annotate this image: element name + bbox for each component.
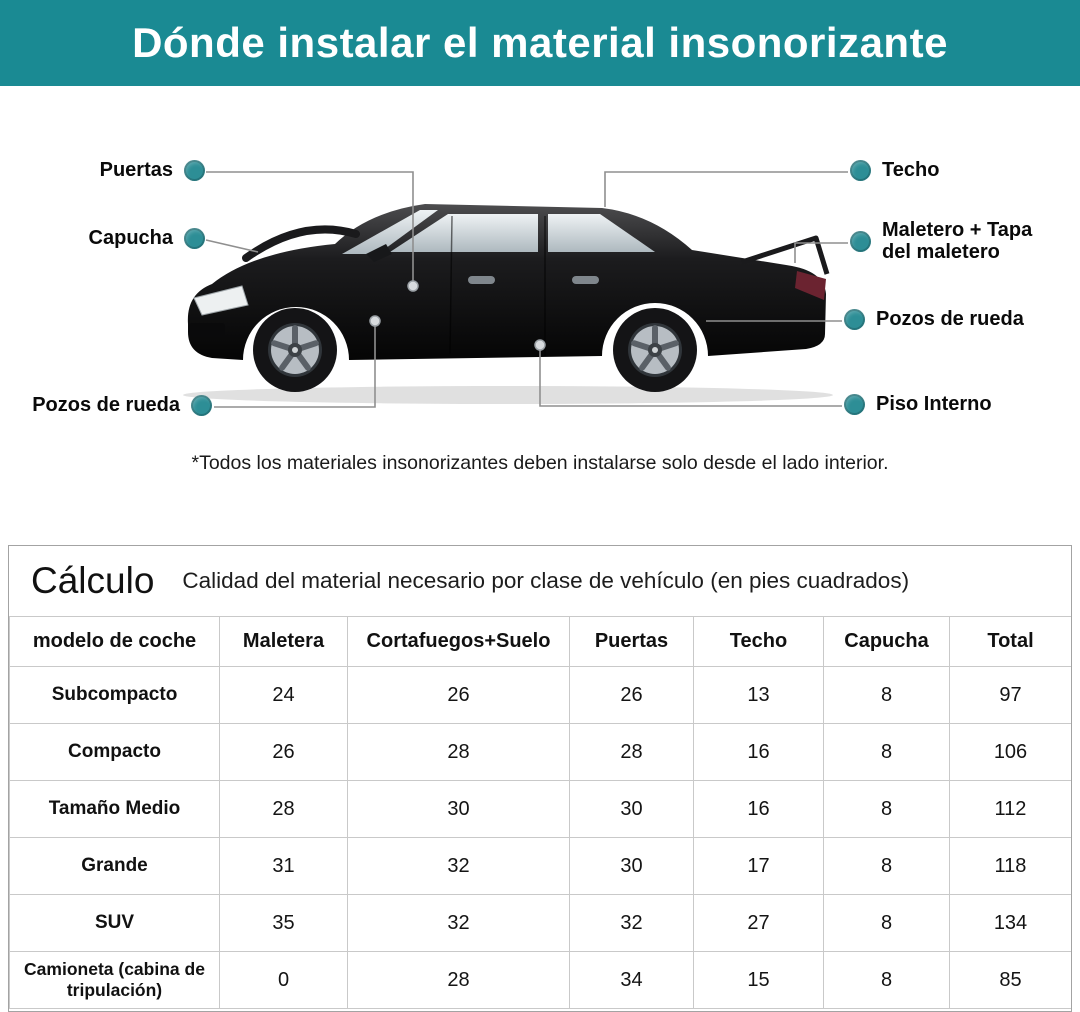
- value-cell: 30: [348, 781, 570, 838]
- value-cell: 26: [348, 667, 570, 724]
- value-cell: 8: [824, 895, 950, 952]
- row-label: Camioneta (cabina de tripulación): [10, 952, 220, 1009]
- table-row: [10, 781, 1072, 838]
- value-cell: 8: [824, 667, 950, 724]
- value-cell: 32: [348, 895, 570, 952]
- value-cell: 32: [570, 895, 694, 952]
- teal-dot-icon: [850, 160, 871, 181]
- row-label: Compacto: [10, 724, 220, 781]
- value-cell: 8: [824, 952, 950, 1009]
- value-cell: 28: [348, 952, 570, 1009]
- value-cell: 26: [220, 724, 348, 781]
- column-header: Maletera: [220, 617, 348, 667]
- teal-dot-icon: [844, 394, 865, 415]
- front-grille: [189, 323, 225, 336]
- teal-dot-icon: [844, 309, 865, 330]
- value-cell: 112: [950, 781, 1072, 838]
- callout-piso-interno: [844, 393, 992, 415]
- calc-card: [8, 545, 1072, 1012]
- value-cell: 15: [694, 952, 824, 1009]
- teal-dot-icon: [184, 160, 205, 181]
- value-cell: 13: [694, 667, 824, 724]
- value-cell: 28: [570, 724, 694, 781]
- value-cell: 26: [570, 667, 694, 724]
- value-cell: 106: [950, 724, 1072, 781]
- value-cell: 31: [220, 838, 348, 895]
- page-title: Dónde instalar el material insonorizante: [132, 19, 948, 66]
- value-cell: 30: [570, 838, 694, 895]
- value-cell: 0: [220, 952, 348, 1009]
- calc-title: Cálculo: [31, 560, 155, 601]
- column-header: Cortafuegos+Suelo: [348, 617, 570, 667]
- value-cell: 16: [694, 724, 824, 781]
- value-cell: 32: [348, 838, 570, 895]
- calc-subtitle: Calidad del material necesario por clase de vehículo (en pies cuadrados): [182, 568, 910, 593]
- column-header: Capucha: [824, 617, 950, 667]
- row-label: SUV: [10, 895, 220, 952]
- front-door-handle: [468, 276, 495, 284]
- callout-label: Piso Interno: [876, 393, 992, 415]
- material-table: [9, 616, 1072, 1009]
- calc-header: [9, 546, 1071, 616]
- callout-capucha: [89, 227, 205, 249]
- row-label: Tamaño Medio: [10, 781, 220, 838]
- column-header: Puertas: [570, 617, 694, 667]
- row-label: Grande: [10, 838, 220, 895]
- value-cell: 35: [220, 895, 348, 952]
- value-cell: 8: [824, 781, 950, 838]
- callout-label: Techo: [882, 159, 940, 181]
- callout-label: Capucha: [88, 227, 173, 249]
- rear-wheel: [613, 308, 697, 392]
- title-banner: [0, 0, 1080, 86]
- table-row: [10, 838, 1072, 895]
- value-cell: 8: [824, 724, 950, 781]
- value-cell: 28: [220, 781, 348, 838]
- table-header-row: [10, 617, 1072, 667]
- value-cell: 118: [950, 838, 1072, 895]
- teal-dot-icon: [184, 228, 205, 249]
- column-header: modelo de coche: [10, 617, 220, 667]
- value-cell: 27: [694, 895, 824, 952]
- value-cell: 24: [220, 667, 348, 724]
- callout-puertas: [100, 159, 205, 181]
- column-header: Techo: [694, 617, 824, 667]
- table-row: [10, 724, 1072, 781]
- value-cell: 30: [570, 781, 694, 838]
- teal-dot-icon: [191, 395, 212, 416]
- value-cell: 8: [824, 838, 950, 895]
- callout-pozos-der: [844, 308, 1024, 330]
- car-diagram-section: [0, 86, 1080, 545]
- table-row: [10, 952, 1072, 1009]
- value-cell: 34: [570, 952, 694, 1009]
- value-cell: 28: [348, 724, 570, 781]
- value-cell: 97: [950, 667, 1072, 724]
- callout-label: Maletero + Tapa del maletero: [882, 219, 1033, 264]
- table-row: [10, 895, 1072, 952]
- callout-label: Puertas: [99, 159, 173, 181]
- callout-label: Pozos de rueda: [876, 308, 1024, 330]
- value-cell: 85: [950, 952, 1072, 1009]
- table-row: [10, 667, 1072, 724]
- front-wheel: [253, 308, 337, 392]
- value-cell: 16: [694, 781, 824, 838]
- value-cell: 134: [950, 895, 1072, 952]
- callout-maletero: [850, 219, 1060, 264]
- teal-dot-icon: [850, 231, 871, 252]
- row-label: Subcompacto: [10, 667, 220, 724]
- rear-door-handle: [572, 276, 599, 284]
- column-header: Total: [950, 617, 1072, 667]
- callout-pozos-izq: [32, 394, 212, 416]
- callout-techo: [850, 159, 939, 181]
- value-cell: 17: [694, 838, 824, 895]
- footnote: *Todos los materiales insonorizantes deben instalarse solo desde el lado interior.: [191, 452, 889, 474]
- callout-label: Pozos de rueda: [32, 394, 180, 416]
